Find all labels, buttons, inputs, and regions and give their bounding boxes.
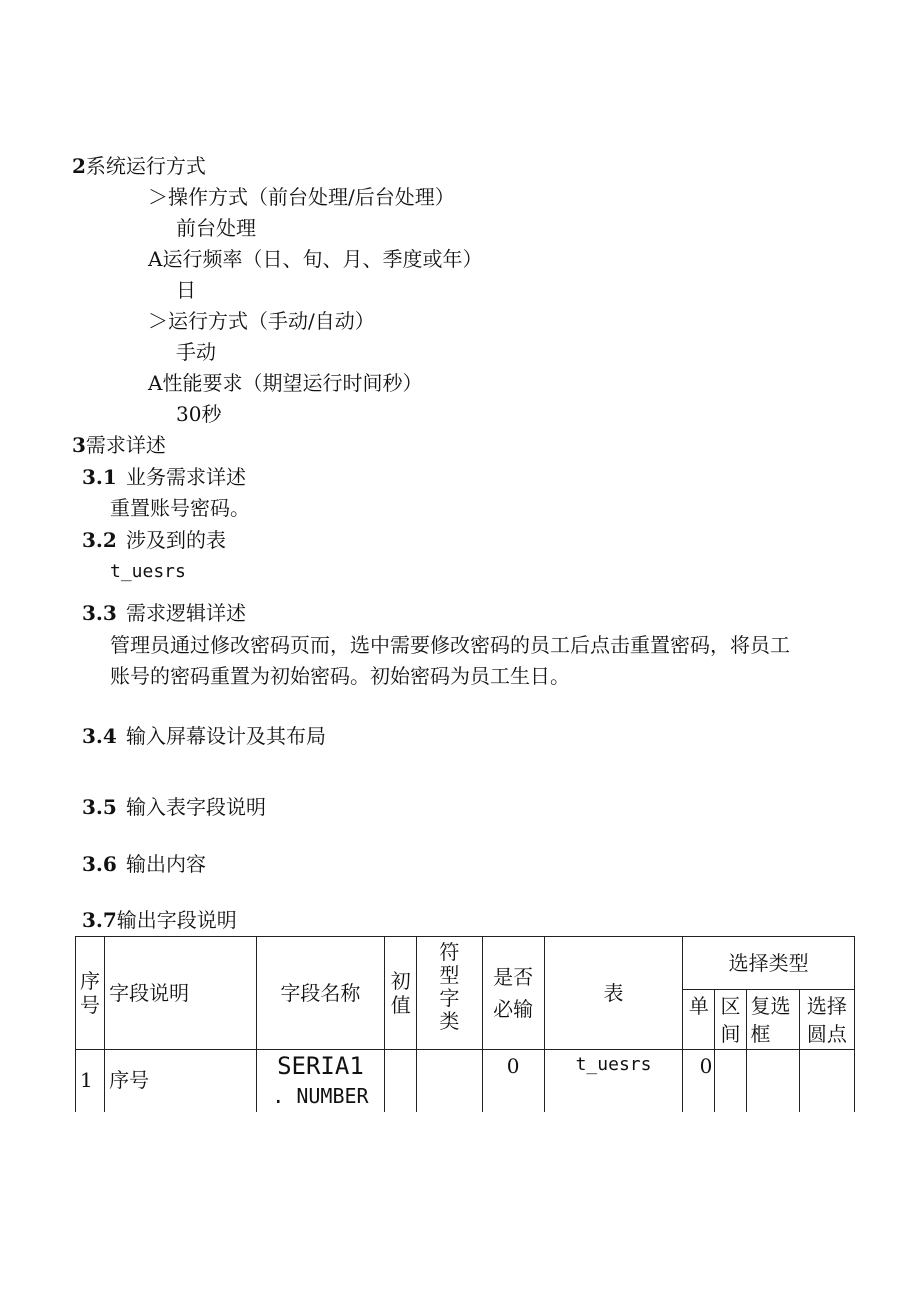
header-checkbox: 复选 框 xyxy=(746,990,799,1050)
header-range: 区 间 xyxy=(715,990,746,1050)
row-required: 0 xyxy=(482,1050,544,1112)
header-initial-value: 初 值 xyxy=(385,937,417,1050)
subsection-3-7-heading xyxy=(82,910,237,930)
subsection-3-4-heading xyxy=(82,726,326,746)
row-seq: 1 xyxy=(76,1050,105,1112)
header-field-name: 字段名称 xyxy=(256,937,384,1050)
header-single: 单 xyxy=(683,990,715,1050)
subsection-3-3-body-line1: 管理员通过修改密码页而，选中需要修改密码的员工后点击重置密码，将员工 xyxy=(110,633,790,657)
subsection-3-6-number: 3.6 xyxy=(82,852,117,876)
subsection-3-6-title: 输出内容 xyxy=(126,852,206,876)
subsection-3-4-title: 输入屏幕设计及其布局 xyxy=(126,724,326,748)
subsection-3-4-number: 3.4 xyxy=(82,724,117,748)
row-field-desc: 序号 xyxy=(105,1050,257,1112)
item-performance-label: A性能要求（期望运行时间秒） xyxy=(148,371,423,395)
row-initial-value xyxy=(385,1050,417,1112)
item-frequency-label: A运行频率（日、旬、月、季度或年） xyxy=(148,247,483,271)
subsection-3-3-heading xyxy=(82,603,246,623)
subsection-3-3-body-line2: 账号的密码重置为初始密码。初始密码为员工生日。 xyxy=(110,664,570,688)
item-performance-value: 30秒 xyxy=(176,402,222,426)
row-checkbox xyxy=(746,1050,799,1112)
table-header-row xyxy=(76,937,855,990)
subsection-3-2-heading xyxy=(82,530,226,550)
subsection-3-5-heading xyxy=(82,797,266,817)
subsection-3-1-body: 重置账号密码。 xyxy=(110,496,250,520)
row-field-name: SERIA1 . NUMBER xyxy=(256,1050,384,1112)
row-single: 0 xyxy=(683,1050,715,1112)
subsection-3-7-title: 输出字段说明 xyxy=(116,908,237,932)
subsection-3-2-number: 3.2 xyxy=(82,528,117,552)
header-field-desc: 字段说明 xyxy=(105,937,257,1050)
section-2-title: 系统运行方式 xyxy=(85,154,206,178)
header-radio: 选择 圆点 xyxy=(799,990,854,1050)
subsection-3-7-number: 3.7 xyxy=(82,908,117,932)
section-3-number: 3 xyxy=(72,433,86,457)
output-fields-table xyxy=(75,936,855,1112)
item-run-mode-label: ＞运行方式（手动/自动） xyxy=(148,309,375,333)
header-select-type: 选择类型 xyxy=(683,937,855,990)
header-type: 符 型 字 类 xyxy=(417,937,482,1050)
table-row xyxy=(76,1050,855,1112)
row-range xyxy=(715,1050,746,1112)
header-table: 表 xyxy=(544,937,683,1050)
header-seq: 序 号 xyxy=(76,937,105,1050)
subsection-3-2-title: 涉及到的表 xyxy=(126,528,226,552)
subsection-3-5-number: 3.5 xyxy=(82,795,117,819)
header-required: 是否 必输 xyxy=(482,937,544,1050)
row-radio xyxy=(799,1050,854,1112)
row-table: t_uesrs xyxy=(544,1050,683,1112)
subsection-3-1-number: 3.1 xyxy=(82,465,117,489)
section-2-number: 2 xyxy=(72,154,86,178)
subsection-3-2-body: t_uesrs xyxy=(110,561,186,582)
item-run-mode-value: 手动 xyxy=(176,340,216,364)
subsection-3-3-title: 需求逻辑详述 xyxy=(126,601,246,625)
section-3-heading xyxy=(72,435,166,455)
section-3-title: 需求详述 xyxy=(85,433,166,457)
section-2-heading xyxy=(72,156,206,176)
item-operation-mode-value: 前台处理 xyxy=(176,216,256,240)
subsection-3-5-title: 输入表字段说明 xyxy=(126,795,266,819)
subsection-3-3-number: 3.3 xyxy=(82,601,117,625)
item-frequency-value: 日 xyxy=(176,278,196,302)
subsection-3-6-heading xyxy=(82,854,206,874)
row-type xyxy=(417,1050,482,1112)
subsection-3-1-title: 业务需求详述 xyxy=(126,465,246,489)
item-operation-mode-label: ＞操作方式（前台处理/后台处理） xyxy=(148,185,455,209)
subsection-3-1-heading xyxy=(82,467,246,487)
